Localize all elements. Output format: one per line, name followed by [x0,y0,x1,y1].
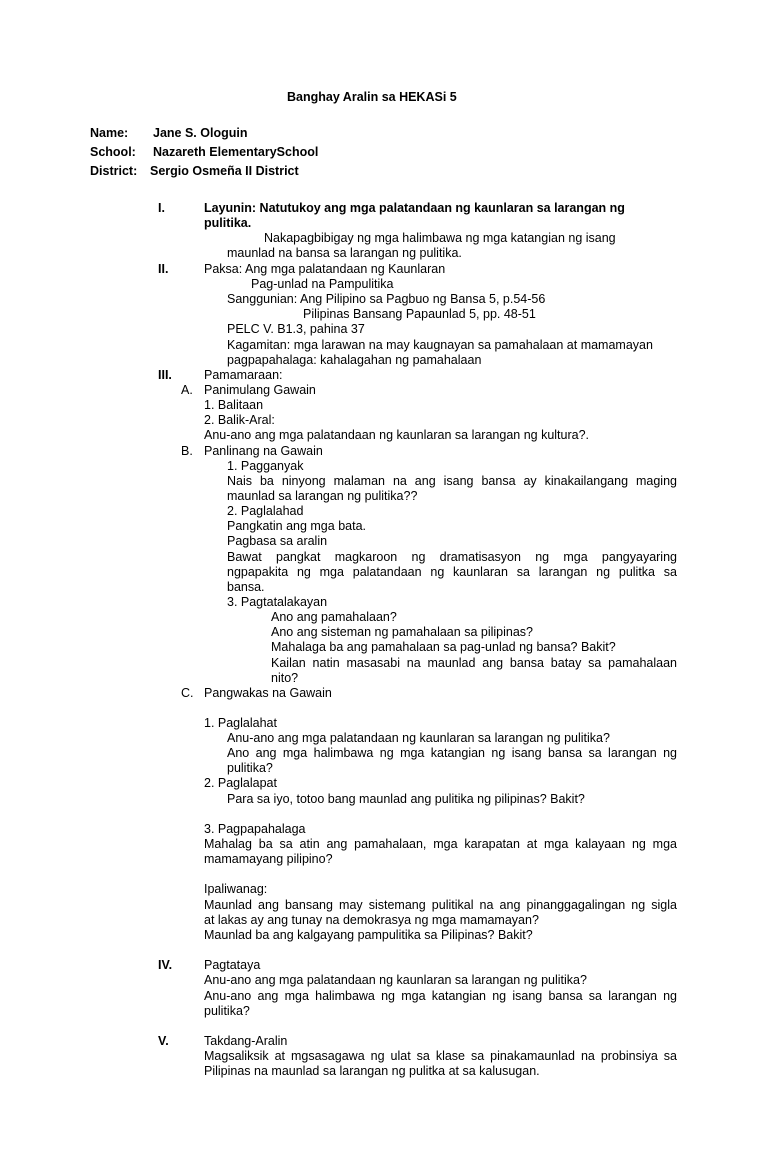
section-v-number: V. [158,1034,169,1048]
ipaliwanag-label: Ipaliwanag: [204,882,268,896]
paglalahat-q2-line-1: Ano ang mga halimbawa ng mga katangian ng isang bansa sa larangan ng [227,746,677,760]
sanggunian: Sanggunian: Ang Pilipino sa Pagbuo ng Bansa 5, p.54-56 [227,292,546,306]
ipaliwanag-line-3: Maunlad ba ang kalgayang pampulitika sa Pilipinas? Bakit? [204,928,533,942]
layunin-line-2: pulitika. [204,216,252,230]
takdang-aralin-line-1: Magsaliksik at mgsasagawa ng ulat sa klase sa pinakamaunlad na probinsiya sa [204,1049,677,1063]
section-iii-number: III. [158,368,172,382]
part-a-title: Panimulang Gawain [204,383,316,397]
section-i-number: I. [158,201,165,215]
part-b-title: Panlinang na Gawain [204,444,323,458]
paglalahad-line-c3: bansa. [227,580,265,594]
section-iv-number: IV. [158,958,173,972]
district-label: District: [90,164,138,178]
pagpapahalaga: pagpapahalaga: kahalagahan ng pamahalaan [227,353,482,367]
pagtatalakayan: 3. Pagtatalakayan [227,595,328,609]
paglalahad-line-b: Pagbasa sa aralin [227,534,328,548]
takdang-aralin-line-2: Pilipinas na maunlad sa larangan ng pulitka at sa kalusugan. [204,1064,540,1078]
pagganyak-q-line-1: Nais ba ninyong malaman na ang isang bansa ay kinakailangang maging [227,474,677,488]
school-label: School: [90,145,136,159]
ipaliwanag-line-2: at lakas ay ang tunay na demokrasya ng mga mamamayan? [204,913,539,927]
pagtatalakayan-q1: Ano ang pamahalaan? [271,610,397,624]
pagganyak-q-line-2: maunlad sa larangan ng pulitika?? [227,489,418,503]
kagamitan: Kagamitan: mga larawan na may kaugnayan sa pamahalaan at mamamayan [227,338,653,352]
paglalahad: 2. Paglalahad [227,504,304,518]
pagpapahalaga-q-line-1: Mahalag ba sa atin ang pamahalaan, mga karapatan at mga kalayaan ng mga [204,837,677,851]
pagtatalakayan-q5: nito? [271,671,299,685]
part-c-title: Pangwakas na Gawain [204,686,332,700]
pagtataya-q1: Anu-ano ang mga palatandaan ng kaunlaran sa larangan ng pulitika? [204,973,587,987]
paglalapat: 2. Paglalapat [204,776,277,790]
paglalahad-line-a: Pangkatin ang mga bata. [227,519,366,533]
layunin-line-1: Layunin: Natutukoy ang mga palatandaan ng kaunlaran sa larangan ng [204,201,625,215]
pagpapahalaga-step: 3. Pagpapahalaga [204,822,306,836]
paksa: Paksa: Ang mga palatandaan ng Kaunlaran [204,262,446,276]
district-value: Sergio Osmeña II District [150,164,299,178]
paglalapat-question: Para sa iyo, totoo bang maunlad ang pulitika ng pilipinas? Bakit? [227,792,585,806]
pagtatalakayan-q2: Ano ang sisteman ng pamahalaan sa pilipinas? [271,625,533,639]
paglalahad-line-c2: ngpapakita ng mga palatandaan ng kaunlaran sa larangan ng pulitka sa [227,565,677,579]
section-ii-number: II. [158,262,169,276]
paksa-subtitle: Pag-unlad na Pampulitika [251,277,394,291]
balik-aral-question: Anu-ano ang mga palatandaan ng kaunlaran sa larangan ng kultura?. [204,428,590,442]
name-label: Name: [90,126,129,140]
school-value: Nazareth ElementarySchool [153,145,319,159]
balik-aral: 2. Balik-Aral: [204,413,275,427]
pamamaraan: Pamamaraan: [204,368,283,382]
layunin-line-4: maunlad na bansa sa larangan ng pulitika. [227,246,462,260]
part-b-letter: B. [181,444,193,458]
part-c-letter: C. [181,686,194,700]
page-title: Banghay Aralin sa HEKASi 5 [287,90,457,104]
pelc: PELC V. B1.3, pahina 37 [227,322,365,336]
pagtataya-q2-line-1: Anu-ano ang mga halimbawa ng mga katangian ng isang bansa sa larangan ng [204,989,677,1003]
paglalahat-q2-line-2: pulitika? [227,761,273,775]
pagtatalakayan-q3: Mahalaga ba ang pamahalaan sa pag-unlad ng bansa? Bakit? [271,640,616,654]
ipaliwanag-line-1: Maunlad ang bansang may sistemang pulitikal na ang pinanggagalingan ng sigla [204,898,677,912]
paglalahat: 1. Paglalahat [204,716,277,730]
balitaan: 1. Balitaan [204,398,264,412]
paglalahad-line-c1: Bawat pangkat magkaroon ng dramatisasyon ng mga pangyayaring [227,550,677,564]
pagtataya-q2-line-2: pulitika? [204,1004,250,1018]
pagpapahalaga-q-line-2: mamamayang pilipino? [204,852,333,866]
takdang-aralin-title: Takdang-Aralin [204,1034,288,1048]
layunin-line-3: Nakapagbibigay ng mga halimbawa ng mga katangian ng isang [264,231,616,245]
pagtatalakayan-q4: Kailan natin masasabi na maunlad ang bansa batay sa pamahalaan [271,656,677,670]
pagtataya-title: Pagtataya [204,958,261,972]
paglalahat-q1: Anu-ano ang mga palatandaan ng kaunlaran sa larangan ng pulitika? [227,731,610,745]
pagganyak: 1. Pagganyak [227,459,304,473]
sanggunian-2: Pilipinas Bansang Papaunlad 5, pp. 48-51 [303,307,536,321]
part-a-letter: A. [181,383,193,397]
name-value: Jane S. Ologuin [153,126,248,140]
